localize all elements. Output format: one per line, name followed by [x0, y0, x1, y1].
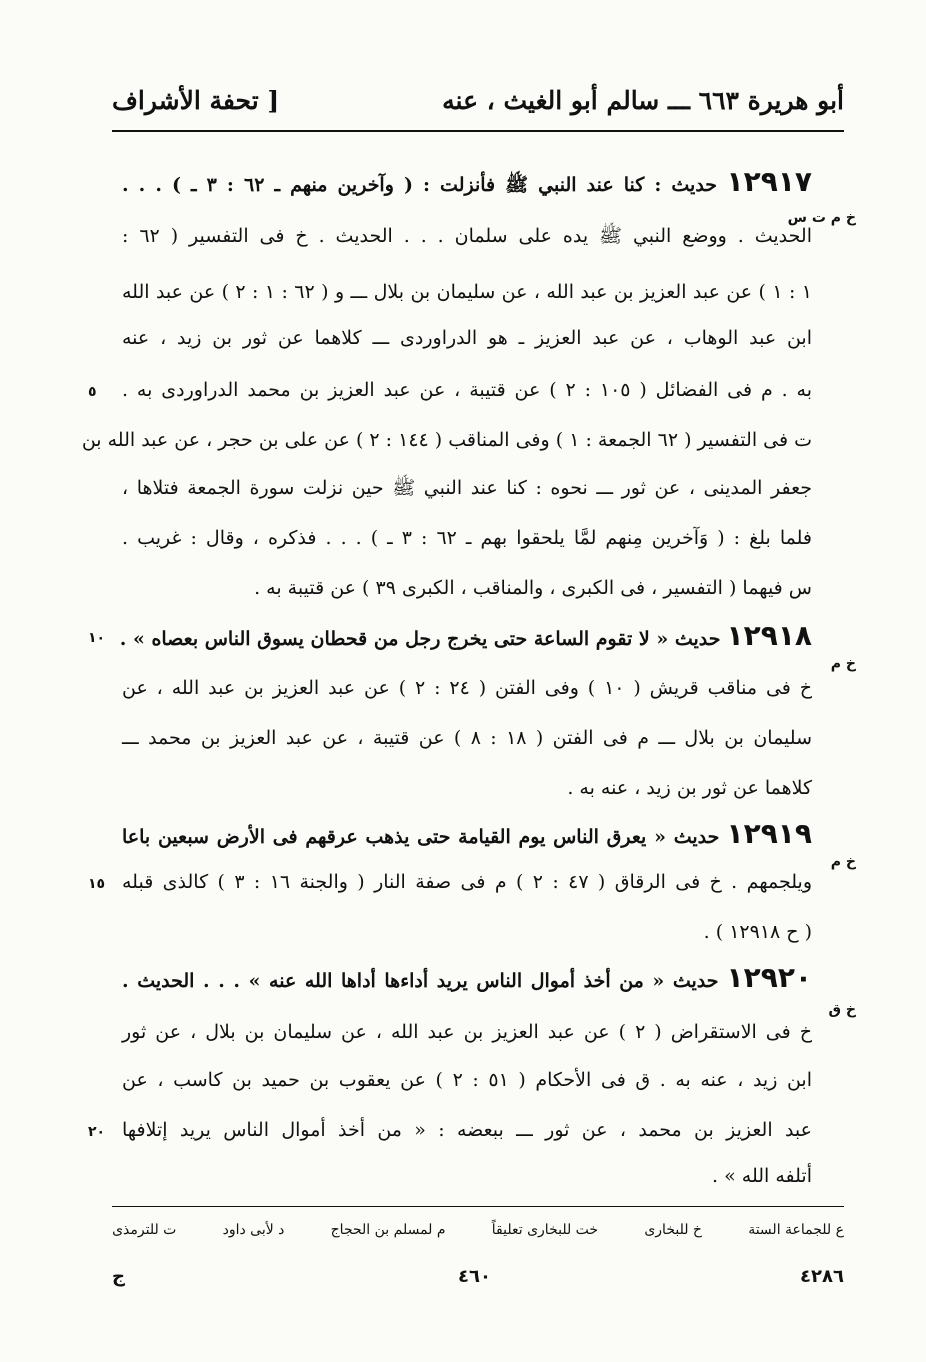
text-line: ت فى التفسير ( ٦٢ الجمعة : ١ ) وفى المناقب ( ١٤٤ : ٢ ) عن على بن حجر ، عن عبد الله بن [81, 429, 812, 451]
margin-line-number: ٥ [88, 384, 97, 400]
sigla-legend [112, 1222, 844, 1238]
text-line: الحديث . ووضع النبي ﷺ يده على سلمان . . . الحديث . خ فى التفسير ( ٦٢ : [122, 225, 812, 247]
margin-line-number: ١٠ [88, 630, 106, 646]
text-line: ١٢٩١٧ حديث : كنا عند النبي ﷺ فأنزلت : ( وآخرين منهم ـ ٦٢ : ٣ ـ ) . . . [122, 165, 812, 198]
text-line: خ فى الاستقراض ( ٢ ) عن عبد العزيز بن عبد الله ، عن سليمان بن بلال ، عن ثور [122, 1021, 812, 1043]
hadith-number: ١٢٩١٧ [726, 165, 812, 198]
text-line: فلما بلغ : ( وَآخرين مِنهم لمَّا يلحقوا بهم ـ ٦٢ : ٣ ـ ) . . . فذكره ، وقال : غريب . [122, 527, 812, 549]
text-line: ( ح ١٢٩١٨ ) . [703, 921, 812, 943]
text-line: ١٢٩٢٠ حديث « من أخذ أموال الناس يريد أداءها أداها الله عنه » . . . الحديث . [122, 961, 812, 994]
margin-line-number: ١٥ [88, 876, 106, 892]
header-book-title: [ تحفة الأشراف [112, 86, 280, 115]
text-line: كلاهما عن ثور بن زيد ، عنه به . [567, 777, 812, 799]
entry-sigla: خ ق [828, 1002, 856, 1018]
header-section-title: أبو هريرة ٦٦٣ ـــ سالم أبو الغيث ، عنه [442, 86, 844, 115]
footnote-divider [112, 1206, 844, 1207]
text-line: به . م فى الفضائل ( ١٠٥ : ٢ ) عن قتيبة ، عن عبد العزيز بن محمد الدراوردى به . [122, 379, 813, 401]
legend-item: خت للبخارى تعليقاً [491, 1222, 599, 1238]
entry-sigla: خ م [830, 656, 856, 672]
margin-line-number: ٢٠ [88, 1124, 106, 1140]
hadith-number: ١٢٩١٨ [726, 619, 812, 652]
page-footer [112, 1266, 844, 1296]
running-header [112, 86, 844, 132]
text-line: ١ : ١ ) عن عبد العزيز بن عبد الله ، عن سليمان بن بلال ـــ و ( ٦٢ : ١ : ٢ ) عن عبد الله [122, 281, 812, 303]
entry-sigla: خ م ت س [787, 210, 856, 226]
text-line: س فيهما ( التفسير ، فى الكبرى ، والمناقب ، الكبرى ٣٩ ) عن قتيبة به . [254, 577, 812, 599]
text-line: ١٢٩١٩ حديث « يعرق الناس يوم القيامة حتى يذهب عرقهم فى الأرض سبعين باعا [122, 817, 812, 850]
text-line: ابن زيد ، عنه به . ق فى الأحكام ( ٥١ : ٢ ) عن يعقوب بن حميد بن كاسب ، عن [122, 1069, 813, 1091]
page-number: ٤٦٠ [458, 1266, 491, 1287]
legend-item: م لمسلم بن الحجاج [330, 1222, 446, 1238]
signature-mark: ج [112, 1266, 125, 1287]
legend-item: ت للترمذى [112, 1222, 177, 1238]
text-line: خ فى مناقب قريش ( ١٠ ) وفى الفتن ( ٢٤ : ٢ ) عن عبد العزيز بن عبد الله ، عن [122, 677, 813, 699]
text-line: سليمان بن بلال ـــ م فى الفتن ( ١٨ : ٨ ) عن قتيبة ، عن عبد العزيز بن محمد ـــ [122, 727, 813, 749]
legend-item: د لأبى داود [222, 1222, 285, 1238]
text-line: جعفر المدينى ، عن ثور ـــ نحوه : كنا عند النبي ﷺ حين نزلت سورة الجمعة فتلاها ، [122, 477, 812, 499]
legend-item: خ للبخارى [644, 1222, 702, 1238]
text-line: أتلفه الله » . [712, 1165, 812, 1187]
text-line: ويلجمهم . خ فى الرقاق ( ٤٧ : ٢ ) م فى صفة النار ( والجنة ١٦ : ٣ ) كالذى قبله [122, 871, 813, 893]
volume-code: ٤٢٨٦ [800, 1266, 844, 1287]
text-line: عبد العزيز بن محمد ، عن ثور ـــ ببعضه : « من أخذ أموال الناس يريد إتلافها [122, 1119, 812, 1141]
text-line: ١٢٩١٨ حديث « لا تقوم الساعة حتى يخرج رجل من قحطان يسوق الناس بعصاه » . [119, 619, 812, 652]
hadith-number: ١٢٩١٩ [726, 817, 812, 850]
entry-sigla: خ م [830, 854, 856, 870]
text-line: ابن عبد الوهاب ، عن عبد العزيز ـ هو الدراوردى ـــ كلاهما عن ثور بن زيد ، عنه [122, 327, 812, 349]
hadith-number: ١٢٩٢٠ [726, 961, 812, 994]
page-body [76, 158, 856, 1198]
legend-item: ع للجماعة الستة [748, 1222, 844, 1238]
